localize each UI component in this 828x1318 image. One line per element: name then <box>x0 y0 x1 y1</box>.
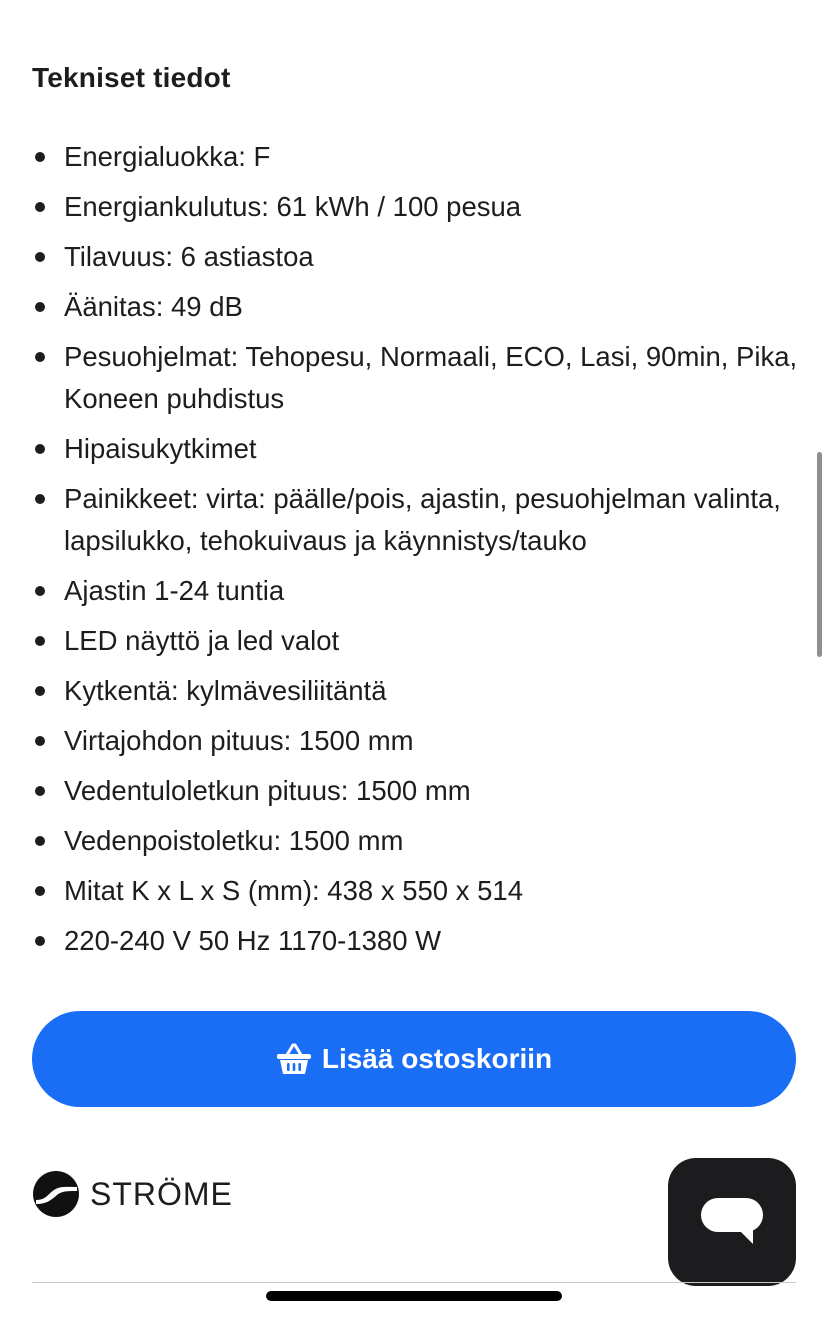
bullet-icon <box>35 886 45 896</box>
bullet-icon <box>35 936 45 946</box>
add-to-cart-label: Lisää ostoskoriin <box>321 1043 553 1074</box>
spec-text: Vedenpoistoletku: 1500 mm <box>64 825 404 856</box>
list-item <box>32 920 802 962</box>
spec-text: Ajastin 1-24 tuntia <box>64 575 285 606</box>
bullet-icon <box>35 252 45 262</box>
add-to-cart-button[interactable] <box>32 1011 796 1107</box>
bullet-icon <box>35 202 45 212</box>
spec-text: Tilavuus: 6 astiastoa <box>64 241 314 272</box>
brand[interactable] <box>32 1170 233 1218</box>
spec-list <box>32 136 802 970</box>
spec-text: Kytkentä: kylmävesiliitäntä <box>64 675 387 706</box>
bullet-icon <box>35 586 45 596</box>
bullet-icon <box>35 786 45 796</box>
list-item <box>32 428 802 470</box>
bullet-icon <box>35 152 45 162</box>
bullet-icon <box>35 686 45 696</box>
spec-text: Vedentuloletkun pituus: 1500 mm <box>64 775 471 806</box>
bullet-icon <box>35 302 45 312</box>
spec-text: Äänitas: 49 dB <box>64 291 243 322</box>
chat-bubble-icon <box>699 1194 765 1250</box>
spec-text: Energiankulutus: 61 kWh / 100 pesua <box>64 191 522 222</box>
spec-text: Painikkeet: virta: päälle/pois, ajastin, pesuohjelman valinta, lapsilukko, tehokuivaus ja käynnistys/tauko <box>64 483 781 556</box>
spec-text: Hipaisukytkimet <box>64 433 257 464</box>
home-indicator[interactable] <box>266 1291 562 1301</box>
list-item <box>32 186 802 228</box>
section-title: Tekniset tiedot <box>32 62 231 93</box>
list-item <box>32 570 802 612</box>
bullet-icon <box>35 736 45 746</box>
strome-logo-icon <box>32 1170 80 1218</box>
list-item <box>32 870 802 912</box>
bullet-icon <box>35 494 45 504</box>
spec-text: Energialuokka: F <box>64 141 271 172</box>
bullet-icon <box>35 352 45 362</box>
spec-text: Mitat K x L x S (mm): 438 x 550 x 514 <box>64 875 524 906</box>
list-item <box>32 136 802 178</box>
list-item <box>32 478 802 562</box>
list-item <box>32 286 802 328</box>
chat-button[interactable] <box>668 1158 796 1286</box>
list-item <box>32 236 802 278</box>
basket-icon <box>276 1042 312 1076</box>
spec-text: 220-240 V 50 Hz 1170-1380 W <box>64 925 442 956</box>
spec-text: Virtajohdon pituus: 1500 mm <box>64 725 414 756</box>
list-item <box>32 720 802 762</box>
bullet-icon <box>35 636 45 646</box>
list-item <box>32 820 802 862</box>
spec-text: Pesuohjelmat: Tehopesu, Normaali, ECO, Lasi, 90min, Pika, Koneen puhdistus <box>64 341 798 414</box>
spec-text: LED näyttö ja led valot <box>64 625 340 656</box>
list-item <box>32 336 802 420</box>
list-item <box>32 620 802 662</box>
list-item <box>32 770 802 812</box>
divider <box>32 1282 796 1283</box>
bullet-icon <box>35 836 45 846</box>
bullet-icon <box>35 444 45 454</box>
scrollbar[interactable] <box>817 452 822 657</box>
list-item <box>32 670 802 712</box>
brand-name: STRÖME <box>90 1175 233 1212</box>
